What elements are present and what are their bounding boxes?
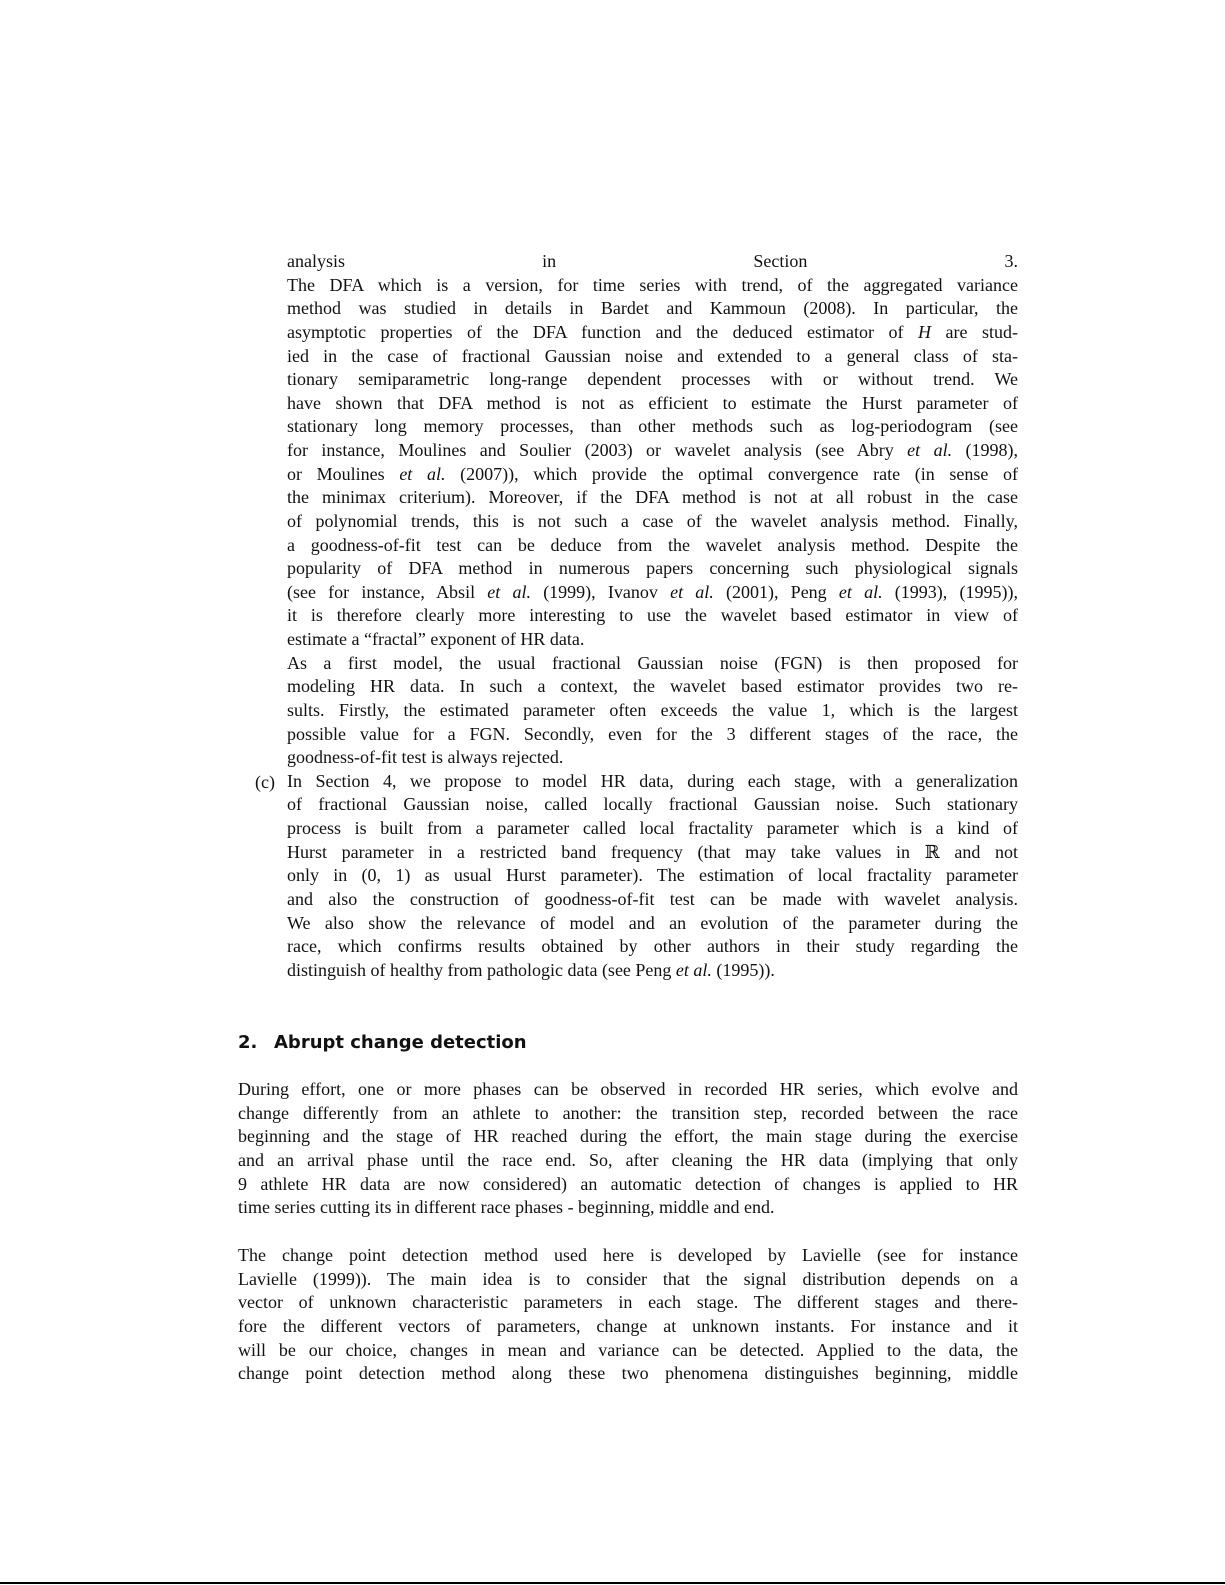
text-line xyxy=(287,864,1018,888)
text-line xyxy=(238,1102,1018,1126)
text-line xyxy=(287,345,1018,369)
text-line xyxy=(287,841,1018,865)
text-line xyxy=(287,793,1018,817)
text-segment: of fractional Gaussian noise, called locally fractional Gaussian noise. Such stationary xyxy=(287,794,1018,815)
text-line xyxy=(287,746,1018,770)
text-line xyxy=(238,1362,1018,1386)
italic-text: et al. xyxy=(670,581,714,602)
page-bottom-rule xyxy=(0,1582,1225,1584)
text-line xyxy=(238,1315,1018,1339)
text-line xyxy=(238,1173,1018,1197)
text-line xyxy=(287,935,1018,959)
italic-text: et al. xyxy=(487,581,531,602)
text-line xyxy=(287,463,1018,487)
text-segment: In Section 4, we propose to model HR data, during each stage, with a generalization xyxy=(287,770,1018,791)
text-line xyxy=(287,368,1018,392)
text-line xyxy=(287,415,1018,439)
italic-text: et al. xyxy=(399,463,446,484)
paragraph-1 xyxy=(238,1078,1018,1220)
text-line xyxy=(238,1149,1018,1173)
text-segment: 9 athlete HR data are now considered) an automatic detection of changes is applied to HR xyxy=(238,1173,1018,1194)
paragraph-2 xyxy=(238,1244,1018,1386)
text-segment: and an arrival phase until the race end. So, after cleaning the HR data (implying that only xyxy=(238,1149,1018,1170)
text-segment: Hurst parameter in a restricted band frequency (that may take values in ℝ and not xyxy=(287,841,1018,862)
intro-text-block xyxy=(287,250,1018,982)
text-segment: As a first model, the usual fractional Gaussian noise (FGN) is then proposed for xyxy=(287,652,1018,673)
text-segment: race, which confirms results obtained by other authors in their study regarding the xyxy=(287,936,1018,957)
text-segment: for instance, Moulines and Soulier (2003) or wavelet analysis (see Abry xyxy=(287,440,908,460)
text-segment: asymptotic properties of the DFA function and the deduced estimator of xyxy=(287,321,919,342)
text-segment: (2001), Peng xyxy=(713,581,839,602)
text-segment: have shown that DFA method is not as efficient to estimate the Hurst parameter of xyxy=(287,392,1018,413)
text-segment: The DFA which is a version, for time series with trend, of the aggregated variance xyxy=(287,274,1018,295)
text-line xyxy=(287,581,1018,605)
text-segment: estimate a “fractal” exponent of HR data. xyxy=(287,629,585,649)
text-line xyxy=(287,250,1018,274)
text-line xyxy=(287,817,1018,841)
text-line xyxy=(287,699,1018,723)
text-segment: change point detection method along these two phenomena distinguishes beginning, middle xyxy=(238,1363,1018,1384)
section-number: 2. xyxy=(238,1032,258,1053)
text-line xyxy=(287,959,1018,983)
text-line xyxy=(238,1078,1018,1102)
text-line xyxy=(287,723,1018,747)
text-segment: analysis in Section 3. xyxy=(287,251,1018,271)
text-line xyxy=(287,628,1018,652)
text-segment: (1993), (1995)), xyxy=(882,581,1018,602)
italic-text: et al. xyxy=(907,440,953,460)
text-segment: time series cutting its in different race phases - beginning, middle and end. xyxy=(238,1197,775,1218)
text-segment: During effort, one or more phases can be observed in recorded HR series, which evolve and xyxy=(238,1079,1018,1099)
text-segment: process is built from a parameter called local fractality parameter which is a kind of xyxy=(287,818,1018,838)
text-line xyxy=(287,486,1018,510)
text-line xyxy=(238,1268,1018,1292)
text-segment: (1998), xyxy=(952,440,1018,460)
text-segment: tionary semiparametric long-range dependent processes with or without trend. We xyxy=(287,369,1018,390)
text-segment: fore the different vectors of parameters, change at unknown instants. For instance and it xyxy=(238,1315,1018,1336)
text-segment: and also the construction of goodness-of-fit test can be made with wavelet analysis. xyxy=(287,888,1018,909)
text-segment: popularity of DFA method in numerous papers concerning such physiological signals xyxy=(287,558,1018,579)
text-segment: a goodness-of-fit test can be deduce from the wavelet analysis method. Despite the xyxy=(287,534,1018,555)
text-line xyxy=(287,770,1018,794)
list-item-label-c: (c) xyxy=(255,772,275,792)
text-segment: (1999), Ivanov xyxy=(530,581,671,602)
text-segment: (see for instance, Absil xyxy=(287,581,488,602)
text-segment: possible value for a FGN. Secondly, even for the 3 different stages of the race, the xyxy=(287,723,1018,744)
text-segment: The change point detection method used here is developed by Lavielle (see for instance xyxy=(238,1245,1018,1265)
text-line xyxy=(287,557,1018,581)
text-segment: beginning and the stage of HR reached during the effort, the main stage during the exercise xyxy=(238,1126,1018,1147)
italic-text: et al. xyxy=(675,959,712,980)
section-heading xyxy=(238,1032,527,1053)
text-segment: goodness-of-fit test is always rejected. xyxy=(287,747,564,768)
italic-text: et al. xyxy=(838,581,883,602)
text-segment: stationary long memory processes, than other methods such as log-periodogram (see xyxy=(287,416,1018,437)
text-segment: ied in the case of fractional Gaussian noise and extended to a general class of sta- xyxy=(287,345,1018,366)
text-segment: are stud- xyxy=(931,321,1018,342)
text-line xyxy=(287,510,1018,534)
text-segment: only in (0, 1) as usual Hurst parameter). The estimation of local fractality parameter xyxy=(287,865,1018,886)
text-line xyxy=(287,297,1018,321)
text-line xyxy=(238,1244,1018,1268)
text-line xyxy=(287,321,1018,345)
text-line xyxy=(287,274,1018,298)
text-segment: (1995)). xyxy=(711,959,775,980)
text-segment: the minimax criterium). Moreover, if the DFA method is not at all robust in the case xyxy=(287,487,1018,508)
text-segment: (2007)), which provide the optimal convergence rate (in sense of xyxy=(445,463,1019,484)
text-segment: modeling HR data. In such a context, the wavelet based estimator provides two re- xyxy=(287,676,1018,697)
text-line xyxy=(287,675,1018,699)
text-line xyxy=(287,392,1018,416)
text-line xyxy=(287,534,1018,558)
text-line xyxy=(238,1291,1018,1315)
text-line xyxy=(238,1125,1018,1149)
text-line xyxy=(287,912,1018,936)
text-segment: it is therefore clearly more interesting to use the wavelet based estimator in view of xyxy=(287,605,1018,626)
italic-text: H xyxy=(918,321,932,342)
text-segment: will be our choice, changes in mean and variance can be detected. Applied to the data, the xyxy=(238,1339,1018,1360)
text-line xyxy=(238,1339,1018,1363)
text-segment: or Moulines xyxy=(287,463,400,484)
text-segment: vector of unknown characteristic parameters in each stage. The different stages and there- xyxy=(238,1292,1018,1313)
text-segment: Lavielle (1999)). The main idea is to consider that the signal distribution depends on a xyxy=(238,1268,1018,1289)
section-title: Abrupt change detection xyxy=(274,1032,527,1053)
text-line xyxy=(287,604,1018,628)
text-segment: change differently from an athlete to another: the transition step, recorded between the race xyxy=(238,1102,1018,1123)
text-segment: We also show the relevance of model and an evolution of the parameter during the xyxy=(287,912,1018,933)
text-segment: distinguish of healthy from pathologic data (see Peng xyxy=(287,959,676,980)
text-line xyxy=(287,888,1018,912)
text-segment: sults. Firstly, the estimated parameter often exceeds the value 1, which is the largest xyxy=(287,699,1018,720)
text-line xyxy=(238,1196,1018,1220)
text-segment: method was studied in details in Bardet and Kammoun (2008). In particular, the xyxy=(287,298,1018,319)
text-line xyxy=(287,652,1018,676)
text-segment: of polynomial trends, this is not such a case of the wavelet analysis method. Finally, xyxy=(287,510,1018,531)
text-line xyxy=(287,439,1018,463)
